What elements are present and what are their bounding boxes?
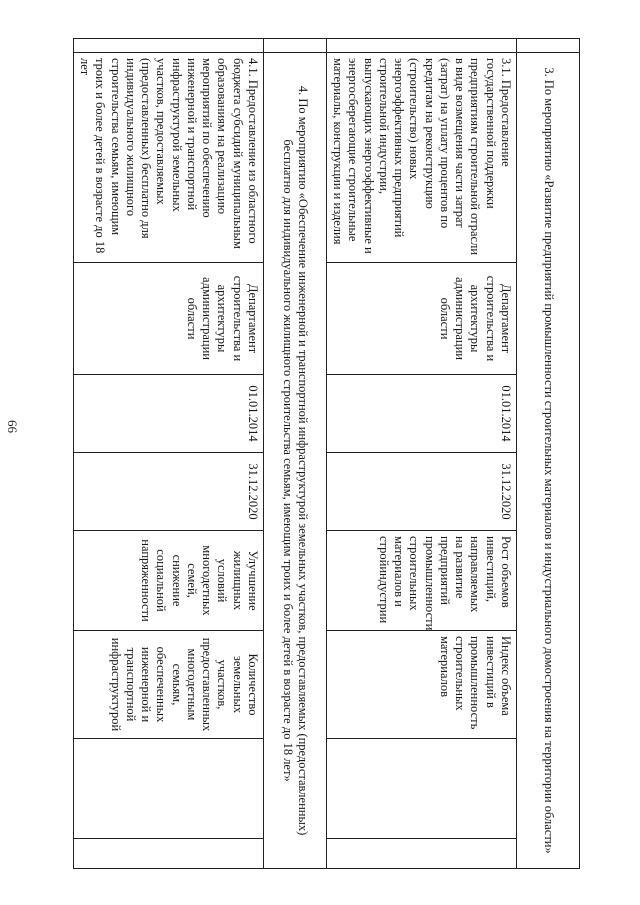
table-row-3-1 (327, 39, 517, 869)
result-cell: Улучшение жилищных условий многодетных семей, снижение социальной напряженности (74, 531, 264, 631)
measures-table (73, 38, 580, 869)
empty-cell (74, 739, 264, 839)
table-row-4-1 (74, 39, 264, 869)
end-date-cell: 31.12.2020 (327, 453, 517, 531)
section-3-heading: 3. По мероприятию «Развитие предприятий промышленности строительных материалов и индустриального домостроения на территории области» (517, 53, 580, 869)
empty-cell (327, 839, 517, 869)
end-date-cell: 31.12.2020 (74, 453, 264, 531)
gutter-cell (264, 39, 327, 53)
result-cell: Рост объемов инвестиций, направляемых на развитие предприятий промышленности строительных материалов и стройиндустрии (327, 531, 517, 631)
rotated-table-sheet (80, 38, 580, 868)
empty-cell (74, 839, 264, 869)
section-3-heading-row (517, 39, 580, 869)
start-date-cell: 01.01.2014 (327, 375, 517, 453)
executor-cell: Департамент строительства и архитектуры администрации области (74, 263, 264, 375)
executor-cell: Департамент строительства и архитектуры администрации области (327, 263, 517, 375)
gutter-cell (517, 39, 580, 53)
measure-cell: 3.1. Предоставление государственной поддержки предприятиям строительной отрасли в виде возмещения части затрат (затрат) на уплату процентов по кредитам на реконструкцию (строительство) новых энергоэффективных предприятий строительной индустрии, выпускающих энергоэффективные и энергосберегающие строительные материалы, конструкции и изделия (327, 53, 517, 263)
gutter-cell (74, 39, 264, 53)
empty-cell (327, 739, 517, 839)
section-4-heading-row (264, 39, 327, 869)
indicator-cell: Индекс объема инвестиций в промышленность строительных материалов (327, 631, 517, 739)
gutter-cell (327, 39, 517, 53)
section-4-heading: 4. По мероприятию «Обеспечение инженерной и транспортной инфраструктурой земельных участков, предоставляемых (предоставленных) бесплатно для индивидуального жилищного строительства семьям, имеющим троих и более детей в возрасте до 18 лет» (264, 53, 327, 869)
indicator-cell: Количество земельных участков, предоставленных многодетным семьям, обеспеченных инженерной и транспортной инфраструктурой (74, 631, 264, 739)
measure-cell: 4.1. Предоставление из областного бюджета субсидий муниципальным образованиям на реализацию мероприятий по обеспечению инженерной и транспортной инфраструктурой земельных участков, предоставляемых (предоставленных) бесплатно для индивидуального жилищного строительства семьям, имеющим троих и более детей в возрасте до 18 лет (74, 53, 264, 263)
start-date-cell: 01.01.2014 (74, 375, 264, 453)
page-number: 66 (5, 420, 20, 433)
